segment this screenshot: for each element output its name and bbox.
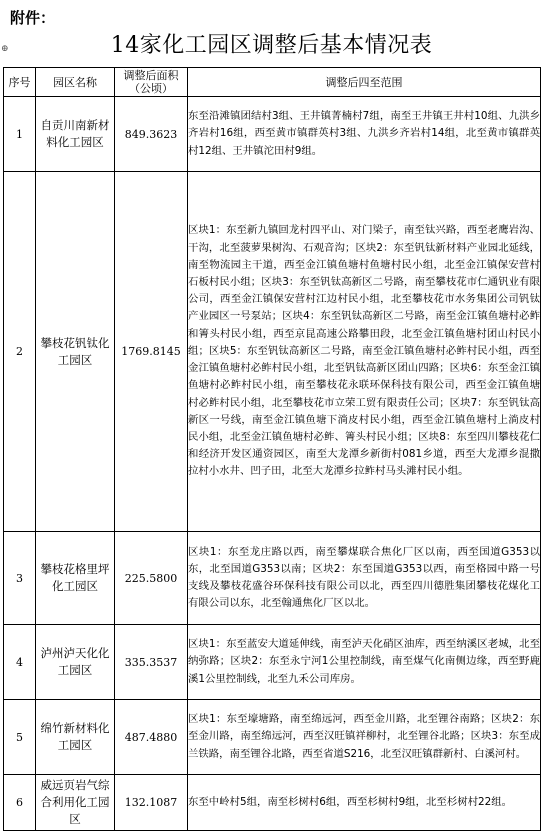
table-row [4, 172, 541, 532]
row-no: 1 [4, 97, 36, 172]
park-name: 威远页岩气综合利用化工园区 [36, 775, 115, 831]
park-area: 1769.8145 [115, 172, 188, 532]
table-row [4, 532, 541, 625]
park-area: 225.5800 [115, 532, 188, 625]
park-scope: 东至中岭村5组，南至杉树村6组，西至杉树村9组，北至杉树村22组。 [188, 775, 541, 831]
park-table [3, 67, 541, 831]
park-name: 攀枝花钒钛化工园区 [36, 172, 115, 532]
row-no: 2 [4, 172, 36, 532]
park-scope: 区块1：东至壕塘路，南至绵远河，西至金川路，北至锂谷南路；区块2：东至金川路，南至绵远河，西至汉旺镇祥柳村，北至锂谷北路；区块3：东至成兰铁路，南至锂谷北路，西至省道S216，北至汉旺镇群新村、白溪河村。 [188, 700, 541, 775]
park-name: 自贡川南新材料化工园区 [36, 97, 115, 172]
attachment-label: 附件： [10, 9, 56, 27]
col-header-area: 调整后面积（公顷） [115, 68, 188, 97]
col-header-name: 园区名称 [36, 68, 115, 97]
park-area: 849.3623 [115, 97, 188, 172]
park-name: 攀枝花格里坪化工园区 [36, 532, 115, 625]
table-row [4, 700, 541, 775]
row-no: 6 [4, 775, 36, 831]
park-scope: 区块1：东至龙庄路以西，南至攀煤联合焦化厂区以南，西至国道G353以东，北至国道G353以南；区块2：东至国道G353以西，南至格园中路一号支线及攀枝花盛谷环保科技有限公司以北，西至四川德胜集团攀枝花煤化工有限公司以东，北至翰通焦化厂区以北。 [188, 532, 541, 625]
table-header-row [4, 68, 541, 97]
park-area: 132.1087 [115, 775, 188, 831]
park-area: 335.3537 [115, 625, 188, 700]
table-row [4, 625, 541, 700]
col-header-scope: 调整后四至范围 [188, 68, 541, 97]
park-scope: 区块1：东至蓝安大道延伸线，南至泸天化硝区油库，西至纳溪区老城，北至纳弥路；区块2：东至永宁河1公里控制线，南至煤气化南侧边缘，西至野鹿溪1公里控制线，北至九禾公司库房。 [188, 625, 541, 700]
page-title: 14家化工园区调整后基本情况表 [110, 33, 433, 58]
row-no: 4 [4, 625, 36, 700]
anchor-marker: ⊕ [1, 44, 9, 54]
col-header-no: 序号 [4, 68, 36, 97]
park-name: 泸州泸天化化工园区 [36, 625, 115, 700]
row-no: 3 [4, 532, 36, 625]
park-scope: 东至沿滩镇团结村3组、王井镇菁楠村7组，南至王井镇王井村10组、九洪乡齐岩村16组，西至黄市镇群英村3组、九洪乡齐岩村14组，北至黄市镇群英村12组、王井镇沱田村9组。 [188, 97, 541, 172]
park-scope: 区块1：东至新九镇回龙村四平山、对门梁子，南至钛兴路，西至老鹰岩沟、干沟，北至菠萝果树沟、石观音沟；区块2：东至钒钛新材料产业园北延线，南至物流园主干道，西至金江镇鱼塘村鱼塘村民小组，北至金江镇保安营村石板村民小组；区块3：东至钒钛高新区二号路，南至攀枝花市仁通钒业有限公司，西至金江镇保安营村江边村民小组，北至攀枝花市水务集团公司钒钛产业园区一号泵站；区块4：东至钒钛高新区二号路，南至金江镇鱼塘村必鲊和箐头村民小组，西至京昆高速公路攀田段，北至金江镇鱼塘村团山村民小组；区块5：东至钒钛高新区二号路，南至金江镇鱼塘村必鲊村民小组，西至金江镇鱼塘村必鲊村民小组，北至钒钛高新区团山四路；区块6：东至金江镇鱼塘村必鲊村民小组，南至攀枝花永联环保科技有限公司，西至金江镇鱼塘村必鲊村民小组，北至攀枝花市立荣工贸有限责任公司；区块7：东至钒钛高新区一号线，南至金江镇鱼塘下淌皮村民小组，西至金江镇鱼塘村上淌皮村民小组，北至金江镇鱼塘村必鲊、箐头村民小组；区块8：东至四川攀枝花仁和经济开发区通资园区，南至大龙潭乡新街村081乡道，西至大龙潭乡混撒拉村小水井、凹子田，北至大龙潭乡拉鲊村马头滩村民小组。 [188, 172, 541, 532]
park-area: 487.4880 [115, 700, 188, 775]
row-no: 5 [4, 700, 36, 775]
table-row [4, 775, 541, 831]
park-name: 绵竹新材料化工园区 [36, 700, 115, 775]
table-row [4, 97, 541, 172]
